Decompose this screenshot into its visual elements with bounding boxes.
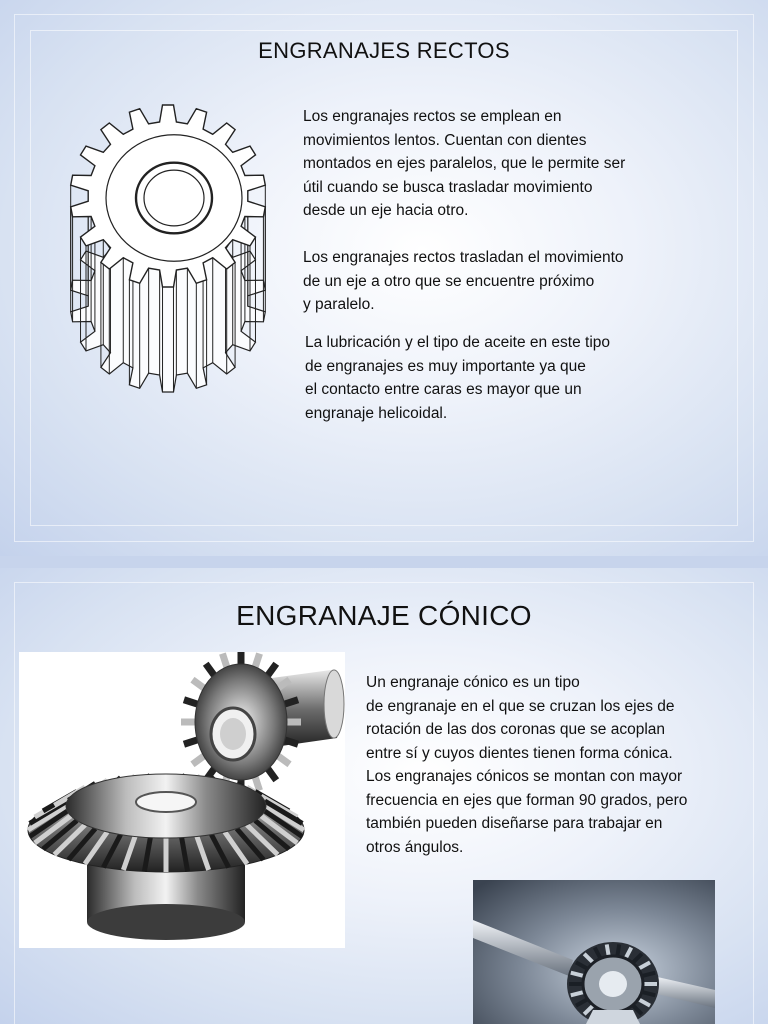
paragraph-conico: Un engranaje cónico es un tipo de engranaje en el que se cruzan los ejes de rotación de las dos coronas que se acoplan entre sí y cuyos dientes tienen forma cónica. Los engranajes cónicos se montan con mayor frecuencia en ejes que forman 90 grados, pero también pueden diseñarse para trabajar en otros ángulos. [366,674,688,856]
slide-title: ENGRANAJE CÓNICO [236,600,532,631]
bevel-gears-icon [19,652,345,948]
paragraph-2: Los engranajes rectos trasladan el movimiento de un eje a otro que se encuentre próximo y paralelo. [303,249,624,313]
differential-gear-icon [473,880,715,1024]
slide-separator [0,556,768,568]
paragraph-1: Los engranajes rectos se emplean en movimientos lentos. Cuentan con dientes montados en ejes paralelos, que le permite ser útil cuando se busca trasladar movimiento desde un eje hacia otro. [303,108,626,219]
slide-engranaje-conico [0,568,768,1024]
spur-gear-icon [48,100,292,416]
paragraph-3: La lubricación y el tipo de aceite en este tipo de engranajes es muy importante ya que el contacto entre caras es mayor que un engranaje helicoidal. [305,334,611,422]
slide-title: ENGRANAJES RECTOS [258,38,510,63]
